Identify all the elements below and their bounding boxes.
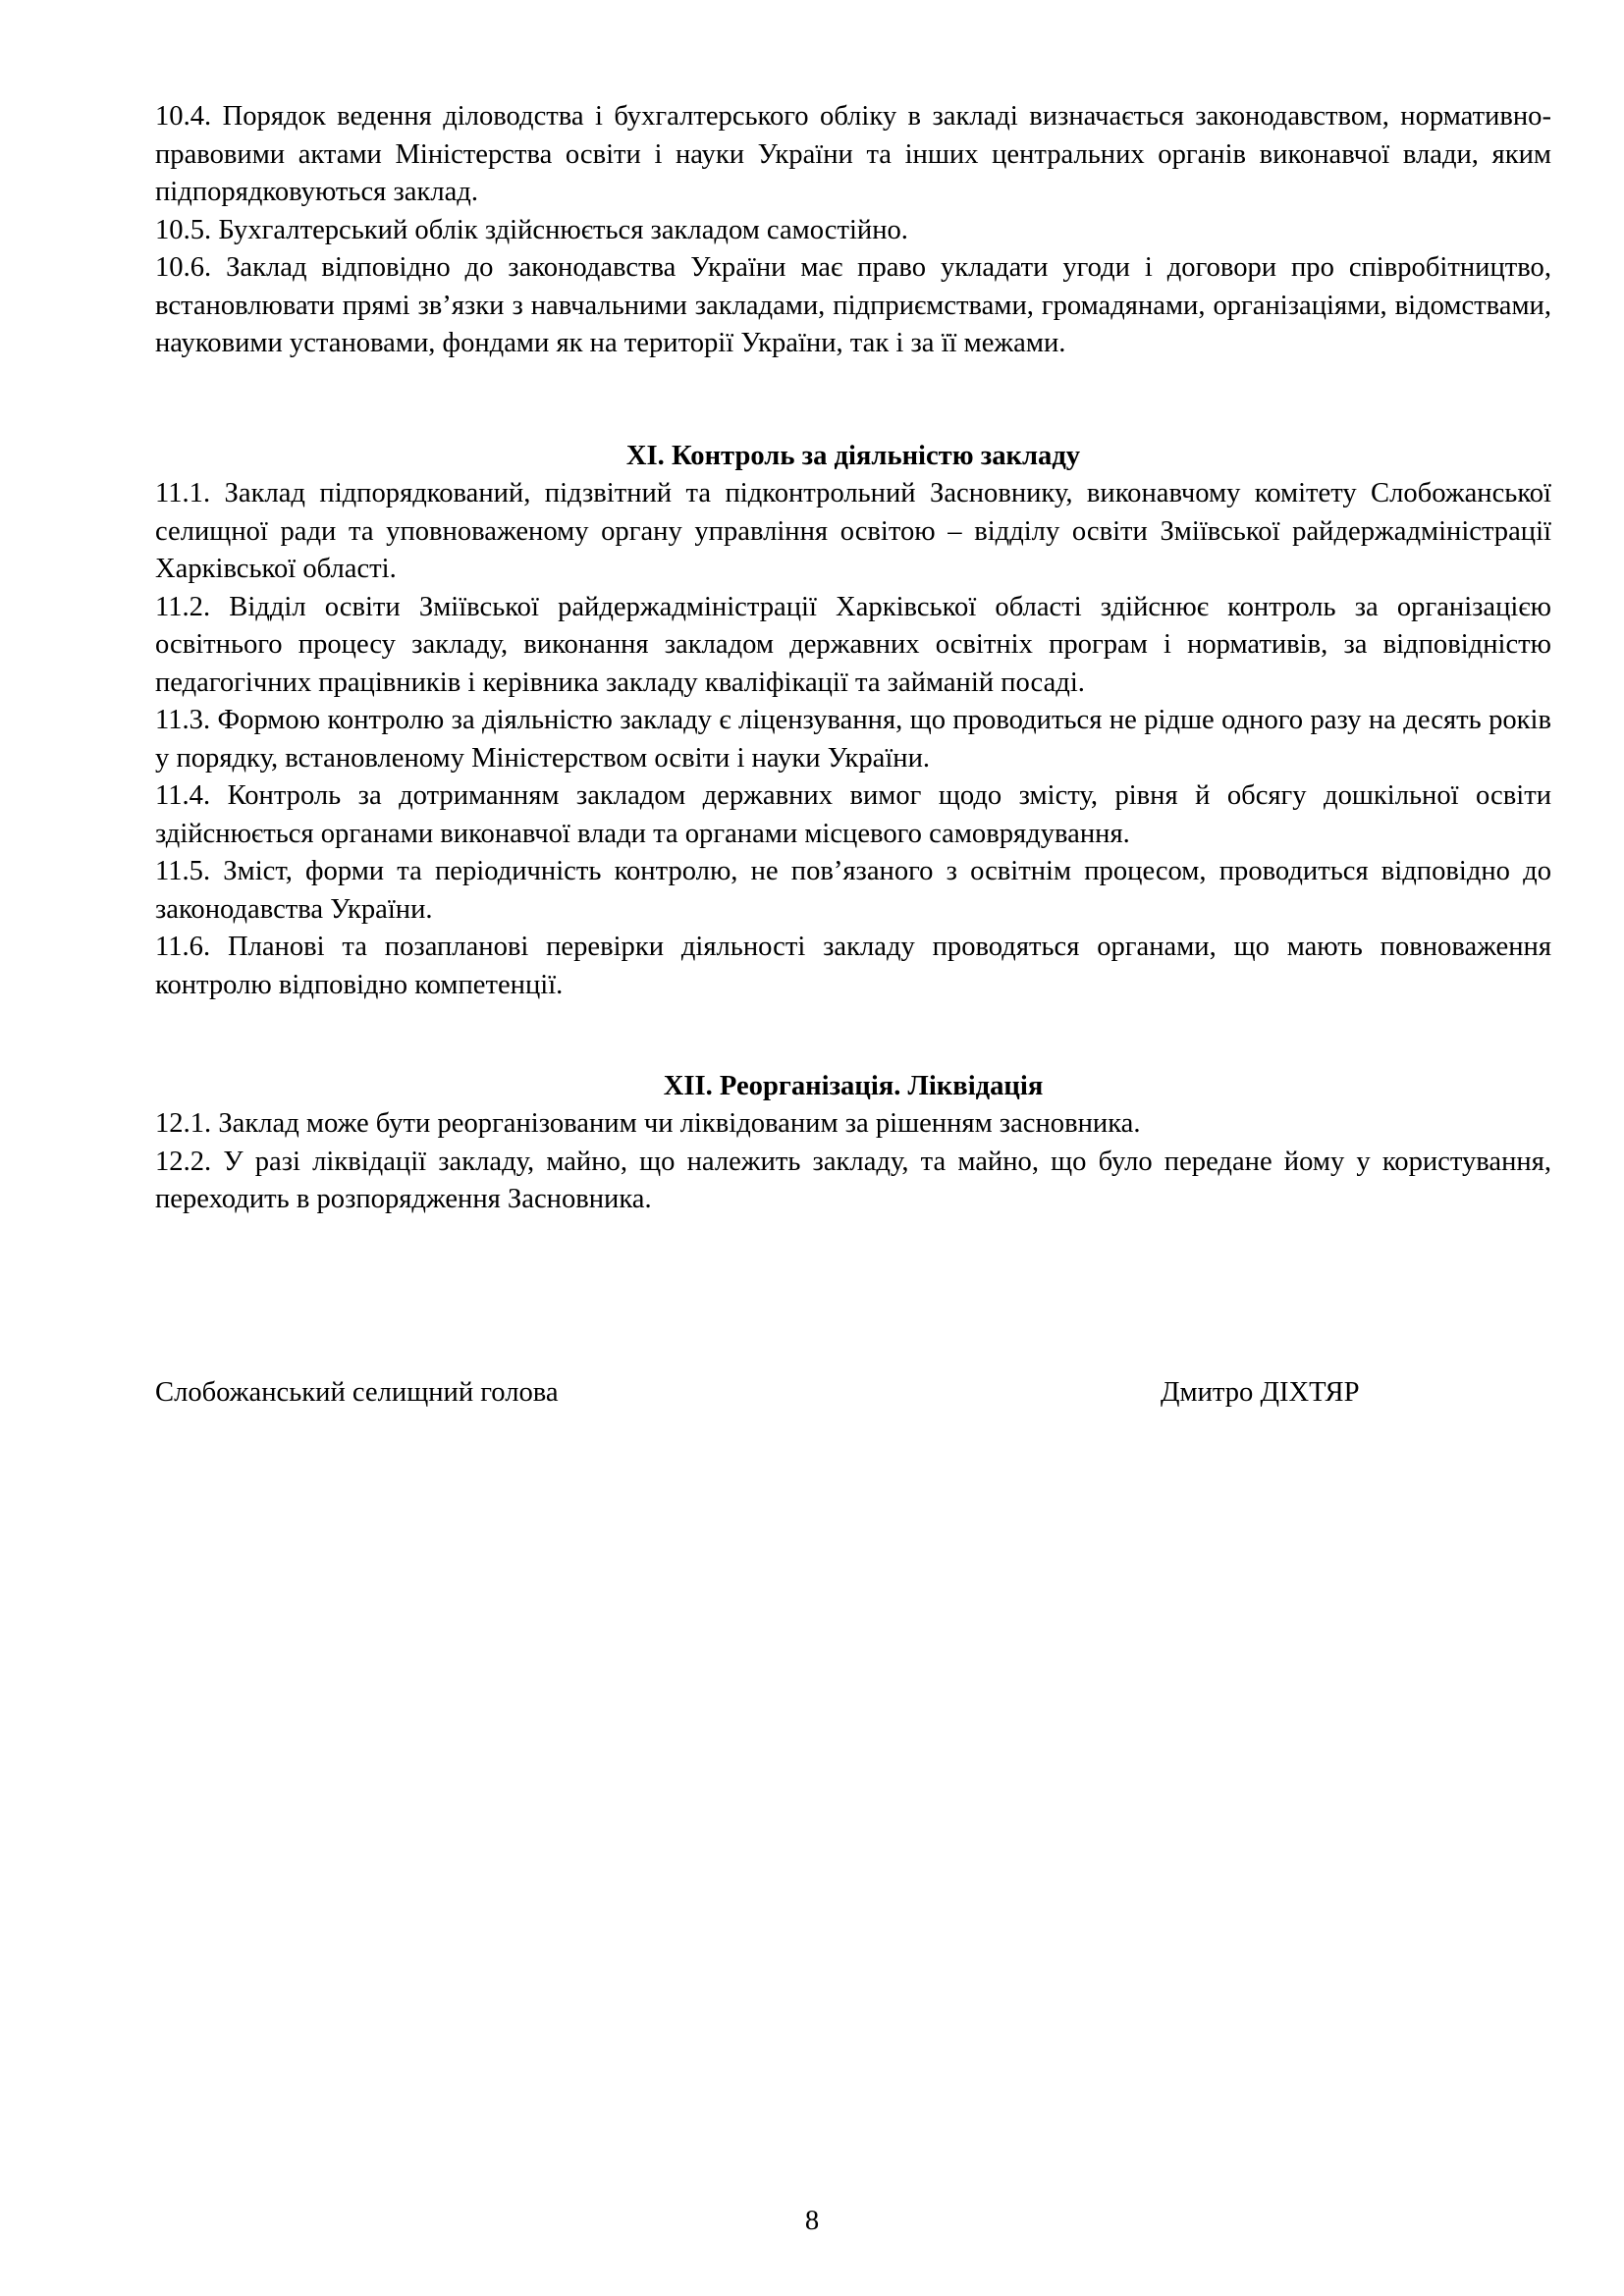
paragraph-12-2: 12.2. У разі ліквідації закладу, майно, що належить закладу, та майно, що було передане йому у користування, переходить в розпорядження Засновника. [155,1146,1551,1214]
signature-title: Слобожанський селищний голова [155,1377,559,1408]
section-12-text [155,1105,1551,1219]
paragraph-10-6: 10.6. Заклад відповідно до законодавства України має право укладати угоди і договори про співробітництво, встановлювати прямі зв’язки з навчальними закладами, підприємствами, громадянами, організаціями, відомствами, науковими установами, фондами як на території України, так і за її межами. [155,252,1551,358]
section-12-heading: XII. Реорганізація. Ліквідація [663,1071,1044,1101]
paragraph-10-5: 10.5. Бухгалтерський облік здійснюється закладом самостійно. [155,214,908,245]
section-10-text [155,98,1551,363]
paragraph-11-4: 11.4. Контроль за дотриманням закладом державних вимог щодо змісту, рівня й обсягу дошкільної освіти здійснюється органами виконавчої влади та органами місцевого самоврядування. [155,780,1551,849]
paragraph-12-1: 12.1. Заклад може бути реорганізованим чи ліквідованим за рішенням засновника. [155,1108,1141,1139]
paragraph-11-6: 11.6. Планові та позапланові перевірки діяльності закладу проводяться органами, що мають повноваження контролю відповідно компетенції. [155,932,1551,1000]
paragraph-10-4: 10.4. Порядок ведення діловодства і бухгалтерського обліку в закладі визначається законодавством, нормативно-правовими актами Міністерства освіти і науки України та інших центральних органів виконавчої влади, яким підпорядковуються заклад. [155,101,1551,207]
signature-name: Дмитро ДІХТЯР [1161,1377,1360,1408]
paragraph-11-1: 11.1. Заклад підпорядкований, підзвітний та підконтрольний Засновнику, виконавчому комітету Слобожанської селищної ради та уповноваженому органу управління освітою – відділу освіти Зміївської райдержадміністрації Харківської області. [155,478,1551,584]
paragraph-11-3: 11.3. Формою контролю за діяльністю закладу є ліцензування, що проводиться не рідше одного разу на десять років у порядку, встановленому Міністерством освіти і науки України. [155,705,1551,774]
page-number: 8 [804,2206,820,2236]
section-11-text [155,475,1551,1004]
paragraph-11-5: 11.5. Зміст, форми та періодичність контролю, не пов’язаного з освітнім процесом, проводиться відповідно до законодавства України. [155,856,1551,925]
paragraph-11-2: 11.2. Відділ освіти Зміївської райдержадміністрації Харківської області здійснює контроль за організацією освітнього процесу закладу, виконання закладом державних освітніх програм і нормативів, за відповідністю педагогічних працівників і керівника закладу кваліфікації та займаній посаді. [155,591,1551,698]
section-11-heading: XI. Контроль за діяльністю закладу [625,441,1081,471]
